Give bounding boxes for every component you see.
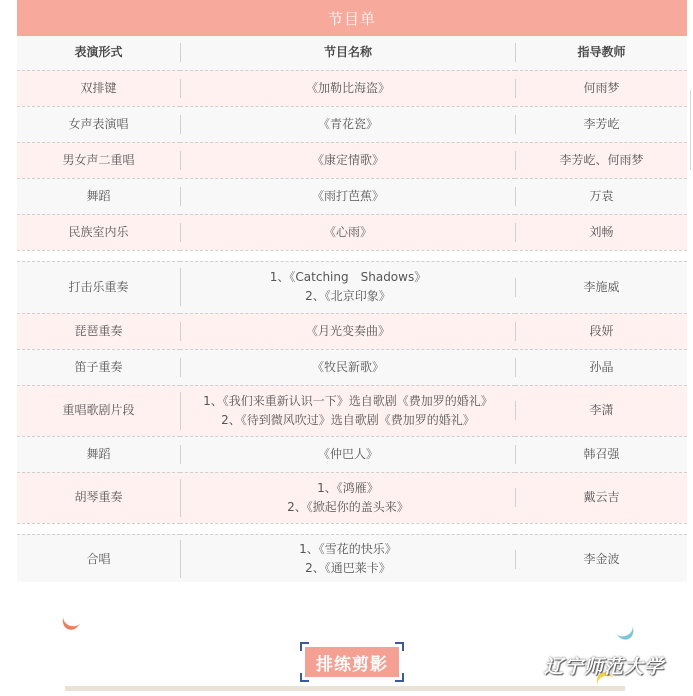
row-title: 《康定情歌》 [311,152,384,167]
row-title-line-1: 1、《雪花的快乐》 [299,542,397,556]
rehearsal-section [17,582,687,691]
row-title-line-2: 2、《通巴莱卡》 [305,561,391,575]
row-title: 《青花瓷》 [317,116,378,131]
row-form: 舞蹈 [17,436,180,472]
table-row [17,70,687,106]
table-row [17,385,687,436]
row-teacher: 李潇 [589,403,614,417]
decorative-arc-icon [611,615,637,643]
row-form: 民族室内乐 [17,214,180,250]
row-form: 打击乐重奏 [17,261,180,313]
header-form: 表演形式 [17,36,180,70]
row-form: 男女声二重唱 [17,142,180,178]
program-title: 节目单 [327,9,376,28]
row-form: 舞蹈 [17,178,180,214]
scroll-edge-line [690,90,691,170]
row-form: 笛子重奏 [17,349,180,385]
program-table [17,36,687,585]
table-header-row [17,36,687,70]
row-form: 双排键 [17,70,180,106]
table-row [17,261,687,313]
table-row [17,313,687,349]
row-spacer [17,250,687,261]
row-teacher: 韩召强 [583,446,620,461]
header-teacher: 指导教师 [515,43,687,62]
table-row [17,142,687,178]
university-watermark: 辽宁师范大学 [544,656,665,678]
row-teacher: 何雨梦 [583,80,620,95]
program-title-bar [17,0,687,36]
row-title-line-2: 2、《北京印象》 [305,289,391,303]
row-title-line-1: 1、《我们来重新认识一下》选自歌剧《费加罗的婚礼》 [203,393,493,408]
table-row [17,436,687,472]
table-row [17,214,687,250]
table-row [17,106,687,142]
row-teacher: 刘畅 [589,224,614,239]
decorative-arc-icon [60,606,84,633]
row-form: 胡琴重奏 [17,472,180,523]
row-title: 《雨打芭蕉》 [311,188,384,203]
row-title-line-2: 2、《掀起你的盖头来》 [287,499,409,514]
table-row [17,534,687,584]
photo-top-edge [65,686,625,691]
section-badge-label: 排练剪影 [305,647,399,677]
row-form: 合唱 [17,534,180,584]
row-spacer [17,523,687,534]
section-badge [300,642,404,682]
row-title: 《心雨》 [323,224,372,239]
row-teacher: 李金波 [583,551,620,566]
row-title-line-1: 1、《Catching Shadows》 [269,270,427,284]
row-teacher: 李施威 [583,279,620,294]
row-teacher: 李芳屹、何雨梦 [559,152,644,167]
row-teacher: 戴云吉 [583,490,620,504]
row-title: 《加勒比海盗》 [305,80,390,95]
table-row [17,472,687,523]
row-teacher: 李芳屹 [583,116,620,131]
table-row [17,349,687,385]
row-title: 《月光变奏曲》 [305,323,390,338]
row-title-line-1: 1、《鸿雁》 [317,480,379,495]
row-form: 女声表演唱 [17,106,180,142]
row-form: 琵琶重奏 [17,313,180,349]
row-teacher: 孙晶 [589,359,614,374]
row-title: 《牧民新歌》 [311,359,384,374]
row-title-line-2: 2、《待到微风吹过》选自歌剧《费加罗的婚礼》 [221,412,475,427]
row-teacher: 段妍 [589,323,614,338]
row-title: 《仲巴人》 [317,446,378,461]
header-title: 节目名称 [180,43,515,62]
row-teacher: 万袁 [589,188,614,203]
row-form: 重唱歌剧片段 [17,385,180,436]
table-row [17,178,687,214]
